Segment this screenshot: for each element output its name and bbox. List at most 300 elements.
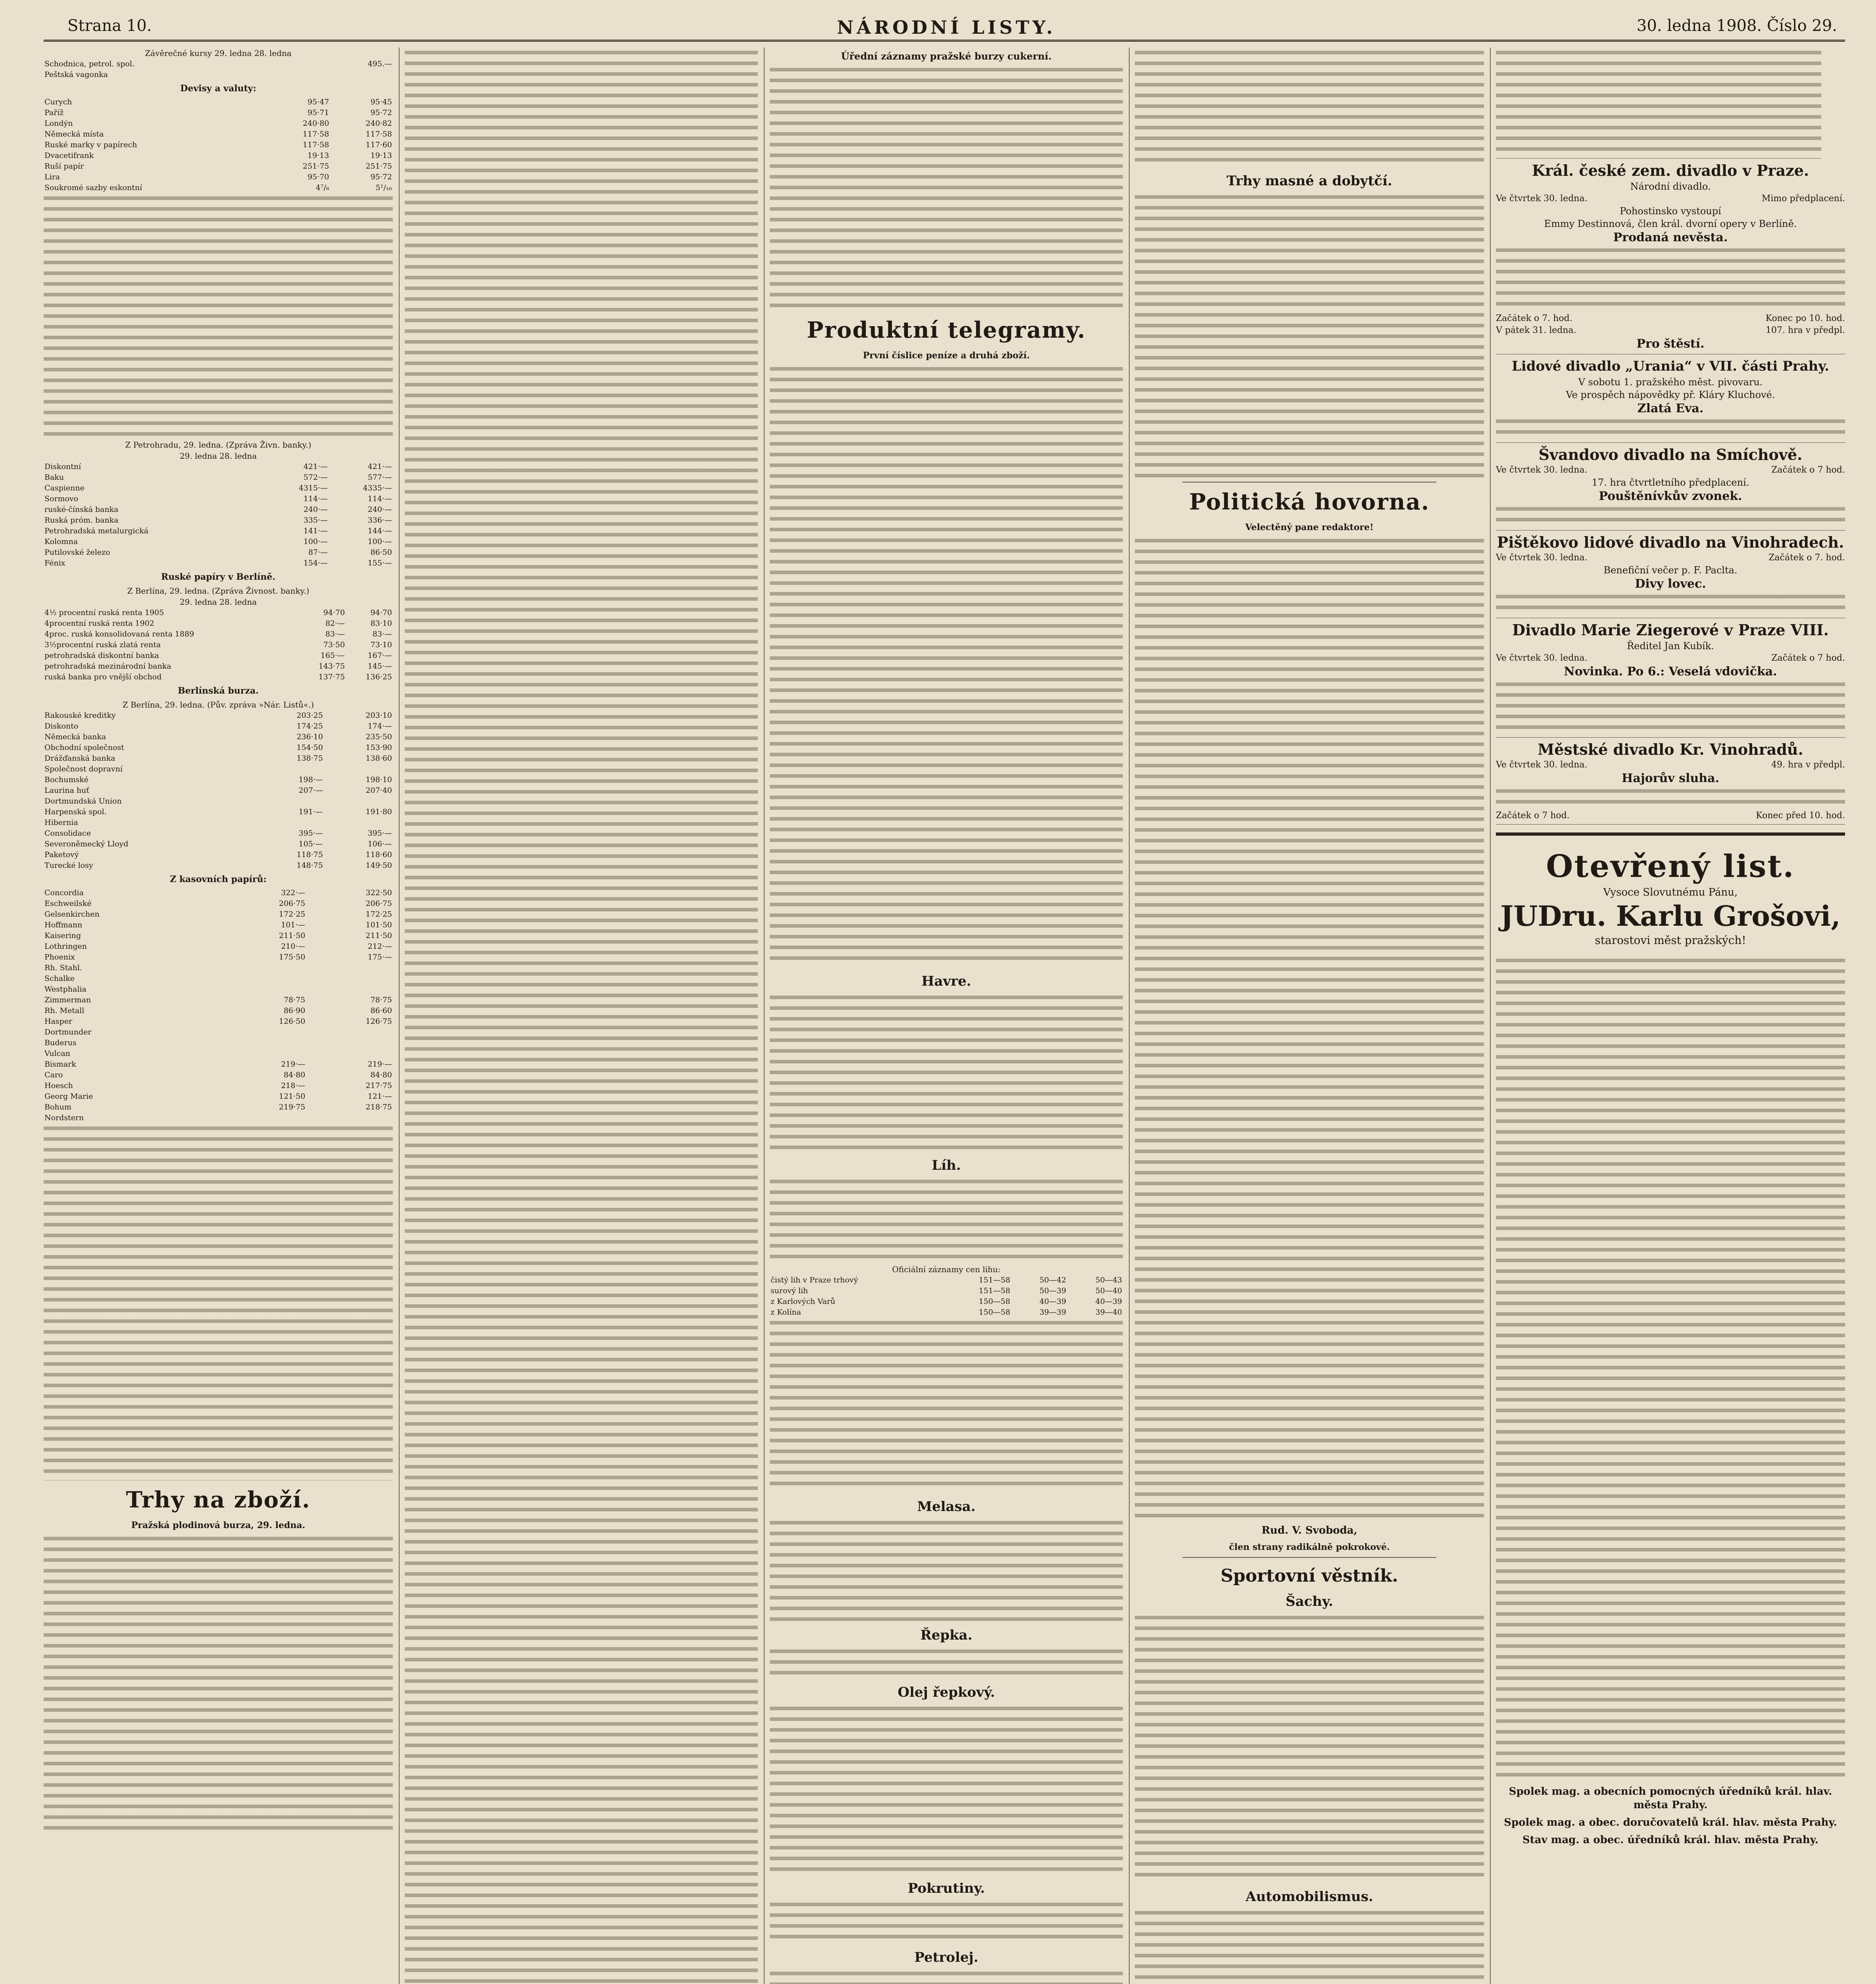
berlin-bourse-title: Berlínská burza.	[178, 686, 259, 696]
signature-3: Stav mag. a obec. úředníků král. hlav. města Prahy.	[1522, 1834, 1818, 1846]
column-divider	[764, 48, 765, 1984]
newspaper-page	[44, 16, 1845, 1984]
row-value: 141·—	[303, 527, 328, 535]
produce-telegrams-title: Produktní telegramy.	[807, 317, 1086, 343]
table-row	[44, 650, 393, 661]
row-label: Ruší papír	[44, 162, 84, 171]
row-label: petrohradská mezinárodní banka	[44, 662, 171, 671]
row-value: 39—39	[1039, 1308, 1067, 1317]
row-label: Drážďanská banka	[44, 754, 115, 763]
produce-telegrams-text	[770, 364, 1123, 967]
row-value: 174·—	[367, 722, 392, 731]
row-value: 211·50	[279, 931, 306, 940]
row-label: Diskontní	[44, 462, 81, 471]
row-value: 86·50	[370, 548, 392, 557]
row-value: 322·—	[281, 888, 306, 897]
table-row	[44, 108, 393, 118]
row-value: 151—58	[978, 1276, 1011, 1284]
row-label: 3½procentní ruská zlatá renta	[44, 640, 161, 649]
row-value: 4315·—	[298, 484, 328, 492]
chess-text	[1135, 1613, 1484, 1882]
column-divider	[1490, 48, 1491, 1984]
table-row	[44, 909, 393, 920]
sports-bulletin-title: Sportovní věstník.	[1221, 1566, 1398, 1586]
row-value: 211·50	[365, 931, 392, 940]
livestock-intro-text	[1135, 48, 1484, 167]
issue-date: 30. ledna 1908. Číslo 29.	[1636, 17, 1837, 35]
row-label: Caspienne	[44, 484, 85, 492]
row-value: 100·—	[303, 537, 328, 546]
row-value	[255, 764, 324, 775]
row-label: Westphalia	[44, 985, 86, 994]
row-value: 73·10	[370, 640, 392, 649]
table-row	[44, 183, 393, 193]
row-label: ruské-čínská banka	[44, 505, 119, 514]
row-value	[219, 963, 306, 973]
column-theatre	[1496, 48, 1845, 1984]
row-label: Rh. Metall	[44, 1006, 85, 1015]
row-label: Lothringen	[44, 942, 87, 951]
nd-note: Mimo předplacení.	[1761, 194, 1845, 204]
paper-title: Z kasovních papírů:	[170, 874, 267, 884]
nd-guest-name: Emmy Destinnová, člen král. dvorní opery v Berlíně.	[1544, 218, 1797, 229]
urania-title: Lidové divadlo „Urania“ v VII. části Prahy.	[1511, 358, 1830, 374]
row-label: surový lih	[771, 1286, 808, 1295]
rapeseed-oil-title: Olej řepkový.	[898, 1684, 995, 1700]
nd-friday-play: Pro štěstí.	[1636, 337, 1705, 351]
smichov-listing	[1496, 443, 1845, 531]
row-value: 126·75	[365, 1017, 392, 1026]
row-value: 219·—	[281, 1060, 306, 1069]
row-value: 19·13	[370, 151, 392, 160]
row-label: Dvacetifrank	[44, 151, 94, 160]
row-value: 83·—	[325, 630, 345, 638]
vinohrady-play: Hajorův sluha.	[1622, 771, 1719, 785]
table-row	[44, 140, 393, 150]
vinohrady-note: 49. hra v předpl.	[1771, 760, 1845, 770]
masthead	[44, 16, 1845, 42]
rapeseed-oil-text	[770, 1703, 1123, 1874]
rapeseed-title: Řepka.	[920, 1627, 973, 1643]
row-label: Putilovské železo	[44, 548, 110, 557]
row-label: Nordstern	[44, 1113, 84, 1122]
havre-text	[770, 992, 1123, 1151]
row-label: Petrohradská metalurgická	[44, 527, 149, 535]
urania-cast-text	[1496, 416, 1845, 440]
petroleum-title: Petrolej.	[914, 1949, 978, 1965]
row-label: Georg Marie	[44, 1092, 93, 1101]
sugar-bourse-text	[770, 65, 1123, 311]
row-label: Baku	[44, 473, 64, 482]
row-value: 240·82	[365, 119, 392, 128]
row-value: 83·10	[370, 619, 392, 628]
row-value: 240·—	[303, 505, 328, 514]
nd-start: Začátek o 7. hod.	[1496, 313, 1572, 323]
row-value: 87·—	[308, 548, 328, 557]
row-label: Fénix	[44, 559, 65, 567]
table-row	[44, 1048, 393, 1059]
row-value: 105·—	[298, 840, 323, 848]
vinohrady-cast-text	[1496, 786, 1845, 810]
row-value: 144·—	[367, 527, 392, 535]
vinohrady-end: Konec před 10. hod.	[1756, 811, 1845, 821]
row-value	[306, 1038, 393, 1048]
row-value: 154·—	[303, 559, 328, 567]
row-label: Phoenix	[44, 953, 75, 961]
row-value: 322·50	[365, 888, 392, 897]
row-value: 50—39	[1039, 1286, 1067, 1295]
row-value: 219·—	[367, 1060, 392, 1069]
column-produce-telegrams	[770, 48, 1123, 1984]
row-value	[312, 59, 317, 69]
urania-line2: Ve prospěch nápovědky př. Kláry Kluchové.	[1566, 389, 1775, 400]
row-label: Paříž	[44, 108, 64, 117]
berlin-papers-table	[44, 608, 393, 682]
nd-end: Konec po 10. hod.	[1765, 313, 1845, 323]
table-row	[44, 118, 393, 129]
table-row	[44, 672, 393, 682]
row-value: 198·10	[365, 775, 392, 784]
table-row	[44, 898, 393, 909]
table-row	[44, 775, 393, 785]
row-value	[219, 1038, 306, 1048]
table-row	[44, 1038, 393, 1048]
row-value: 206·75	[365, 899, 392, 908]
row-value: 50—42	[1039, 1276, 1067, 1284]
spirit-table-title: Oficiální záznamy cen lihu:	[892, 1265, 1001, 1274]
table-row	[44, 941, 393, 952]
goods-market-text	[44, 1534, 393, 1835]
table-row	[44, 839, 393, 850]
row-label: Paketový	[44, 850, 79, 859]
table-row	[44, 721, 393, 732]
row-value: 217·75	[365, 1081, 392, 1090]
spirit-text	[770, 1177, 1123, 1264]
row-value: 143·75	[318, 662, 345, 671]
vinohrady-title: Městské divadlo Kr. Vinohradů.	[1538, 740, 1803, 758]
row-value: 155·—	[367, 559, 392, 567]
market-report-text	[44, 193, 393, 439]
urania-play: Zlatá Eva.	[1637, 402, 1704, 415]
row-value	[306, 973, 393, 984]
table-row	[44, 69, 393, 80]
row-value: 95·47	[308, 98, 329, 106]
pistek-cast-text	[1496, 592, 1845, 615]
ziegerova-date: Ve čtvrtek 30. ledna.	[1496, 653, 1588, 663]
market-reports-text	[405, 48, 758, 1984]
row-value: 210·—	[281, 942, 306, 951]
row-label: Hasper	[44, 1017, 73, 1026]
row-value: 219·75	[279, 1103, 306, 1111]
pistek-start: Začátek o 7. hod.	[1768, 553, 1845, 563]
row-value: 78·75	[283, 996, 306, 1004]
table-row	[44, 888, 393, 898]
row-value: 95·45	[370, 98, 392, 106]
table-row	[44, 150, 393, 161]
table-row	[44, 483, 393, 494]
row-value	[219, 973, 306, 984]
row-value	[312, 69, 317, 80]
table-row	[44, 172, 393, 183]
column-politics-sport	[1135, 48, 1484, 1984]
row-value: 86·90	[283, 1006, 306, 1015]
column-market-reports	[405, 48, 758, 1984]
theatre-title: Král. české zem. divadlo v Praze.	[1532, 161, 1809, 179]
nd-play: Prodaná nevěsta.	[1613, 231, 1728, 244]
table-row	[44, 59, 393, 69]
row-label: Severoněmecký Lloyd	[44, 840, 129, 848]
row-value	[324, 817, 393, 828]
row-value: 145·—	[367, 662, 392, 671]
row-label: Německá místa	[44, 130, 104, 138]
row-value: 236·10	[296, 732, 323, 741]
row-value: 421·—	[303, 462, 328, 471]
section-divider	[1182, 1557, 1436, 1558]
political-forum-greeting: Velectěný pane redaktore!	[1245, 522, 1374, 533]
national-theatre-listing	[1496, 159, 1845, 354]
table-row	[44, 1059, 393, 1070]
berlin-bourse-table	[44, 710, 393, 871]
urania-listing	[1496, 354, 1845, 443]
row-value: 101·50	[365, 921, 392, 929]
table-row	[44, 161, 393, 172]
row-value: 95·71	[308, 108, 329, 117]
row-value: 95·72	[370, 108, 392, 117]
open-letter-addressee: JUDru. Karlu Grošovi,	[1500, 900, 1841, 932]
row-value: 240·80	[302, 119, 329, 128]
row-value: 198·—	[298, 775, 323, 784]
exchange-report-text	[44, 1123, 393, 1480]
nd-date: Ve čtvrtek 30. ledna.	[1496, 194, 1588, 204]
smichov-start: Začátek o 7 hod.	[1771, 465, 1845, 475]
row-value	[306, 984, 393, 995]
row-value: 84·80	[370, 1071, 392, 1079]
table-row	[44, 785, 393, 796]
pistek-date: Ve čtvrtek 30. ledna.	[1496, 553, 1588, 563]
row-label: Caro	[44, 1071, 63, 1079]
pistek-note: Benefiční večer p. F. Paclta.	[1603, 565, 1738, 576]
row-value: 101·—	[281, 921, 306, 929]
vinohrady-date: Ve čtvrtek 30. ledna.	[1496, 760, 1588, 770]
table-row	[770, 1296, 1123, 1307]
row-value: 336·—	[367, 516, 392, 525]
spirit-report-text	[770, 1318, 1123, 1492]
row-value: 83·—	[372, 630, 392, 638]
section-divider	[1182, 482, 1436, 483]
table-row	[44, 618, 393, 629]
table-row	[44, 764, 393, 775]
row-value: 175·—	[367, 953, 392, 961]
goods-market-title: Trhy na zboží.	[126, 1487, 311, 1513]
row-value: 167·—	[367, 651, 392, 660]
row-value	[324, 796, 393, 807]
table-row	[44, 536, 393, 547]
table-row	[44, 1070, 393, 1080]
row-label: Obchodní společnost	[44, 743, 124, 752]
table-row	[44, 504, 393, 515]
row-value: 117·60	[365, 140, 392, 149]
chess-results-text	[1496, 48, 1821, 159]
row-label: Rakouské kreditky	[44, 711, 116, 720]
petrohrad-header: 29. ledna 28. ledna	[179, 451, 257, 461]
row-value: 117·58	[365, 130, 392, 138]
table-row	[44, 494, 393, 504]
ziegerova-cast-text	[1496, 679, 1845, 735]
table-row	[44, 629, 393, 640]
row-label: Peštská vagonka	[44, 70, 108, 79]
row-label: čistý lih v Praze trhový	[771, 1276, 858, 1284]
row-value: 121·—	[367, 1092, 392, 1101]
nd-cast-text	[1496, 245, 1845, 313]
row-label: Vulcan	[44, 1049, 71, 1058]
table-row	[44, 640, 393, 650]
table-row	[44, 1080, 393, 1091]
row-value: 100·—	[367, 537, 392, 546]
row-value: 50—40	[1095, 1286, 1122, 1295]
row-label: Hoesch	[44, 1081, 73, 1090]
livestock-market-title: Trhy masné a dobytčí.	[1226, 173, 1392, 189]
petroleum-text	[770, 1969, 1123, 1984]
table-row	[44, 1005, 393, 1016]
row-label: Curych	[44, 98, 72, 106]
row-value	[324, 764, 393, 775]
row-label: Kaisering	[44, 931, 81, 940]
row-label: Dortmundská Union	[44, 797, 122, 806]
table-row	[770, 1286, 1123, 1296]
nd-friday: V pátek 31. ledna.	[1496, 325, 1576, 335]
table-row	[44, 472, 393, 483]
petrohrad-table	[44, 461, 393, 569]
berlin-papers-title: Ruské papíry v Berlíně.	[161, 572, 275, 582]
smichov-play: Pouštěnívkův zvonek.	[1599, 489, 1742, 503]
row-value: 154·50	[296, 743, 323, 752]
row-label: Schodnica, petrol. spol.	[44, 60, 135, 68]
row-value	[306, 1027, 393, 1038]
row-value: 121·50	[279, 1092, 306, 1101]
row-value: 577·—	[367, 473, 392, 482]
row-value: 149·50	[365, 861, 392, 870]
row-value: 207·40	[365, 786, 392, 795]
row-label: Dortmunder	[44, 1028, 92, 1036]
row-label: Ruská próm. banka	[44, 516, 119, 525]
row-label: 4½ procentní ruská renta 1905	[44, 608, 164, 617]
quotes-header: Závěrečné kursy 29. ledna 28. ledna	[145, 48, 292, 58]
row-label: Společnost dopravní	[44, 765, 123, 773]
livestock-market-text	[1135, 192, 1484, 478]
vinohrady-listing	[1496, 738, 1845, 825]
open-letter-text	[1496, 955, 1845, 1781]
goods-market-subtitle: Pražská plodinová burza, 29. ledna.	[131, 1520, 306, 1530]
row-label: 4proc. ruská konsolidovaná renta 1889	[44, 630, 194, 638]
spirit-table	[770, 1275, 1123, 1318]
table-row	[44, 1113, 393, 1123]
row-value: 240·—	[367, 505, 392, 514]
row-value: 94·70	[370, 608, 392, 617]
page-number: Strana 10.	[67, 17, 152, 35]
row-value: 218·—	[281, 1081, 306, 1090]
row-value: 117·58	[302, 140, 329, 149]
row-value: 218·75	[365, 1103, 392, 1111]
pistek-title: Pištěkovo lidové divadlo na Vinohradech.	[1497, 533, 1844, 551]
row-value: 191·80	[365, 807, 392, 816]
table-row	[44, 828, 393, 839]
row-value: 138·75	[296, 754, 323, 763]
row-label: Hibernia	[44, 818, 78, 827]
cash-papers-table	[44, 888, 393, 1123]
row-value	[306, 1048, 393, 1059]
newspaper-title: NÁRODNÍ LISTY.	[837, 17, 1056, 38]
table-row	[44, 984, 393, 995]
row-label: Diskonto	[44, 722, 79, 731]
signature-2: Spolek mag. a obec. doručovatelů král. hlav. města Prahy.	[1504, 1817, 1837, 1828]
row-value	[219, 1113, 306, 1123]
sugar-bourse-headline: Úřední záznamy pražské burzy cukerní.	[841, 50, 1052, 62]
table-row	[44, 1091, 393, 1102]
row-value: 40—39	[1039, 1297, 1067, 1306]
open-letter-title: Otevřený list.	[1546, 848, 1795, 884]
ziegerova-start: Začátek o 7 hod.	[1771, 653, 1845, 663]
row-value: 106·—	[367, 840, 392, 848]
molasses-title: Melasa.	[917, 1499, 976, 1515]
table-row	[44, 742, 393, 753]
ziegerova-director: Ředitel Jan Kubík.	[1627, 640, 1714, 652]
signature-role: člen strany radikálně pokrokové.	[1229, 1542, 1390, 1552]
table-row	[44, 817, 393, 828]
row-value: 206·75	[279, 899, 306, 908]
row-value: 395·—	[367, 829, 392, 838]
row-label: 4procentní ruská renta 1902	[44, 619, 154, 628]
table-row	[44, 129, 393, 140]
row-value: 4⁷/₈	[315, 183, 329, 192]
row-label: Bismark	[44, 1060, 76, 1069]
berlin-bourse-header: Z Berlína, 29. ledna. (Pův. zpráva »Nár. Listů«.)	[122, 700, 314, 709]
row-value	[317, 69, 393, 80]
row-value: 148·75	[296, 861, 323, 870]
row-value: 335·—	[303, 516, 328, 525]
smichov-title: Švandovo divadlo na Smíchově.	[1538, 446, 1803, 463]
row-value: 572·—	[303, 473, 328, 482]
row-value: 40—39	[1095, 1297, 1122, 1306]
table-row	[44, 930, 393, 941]
motoring-title: Automobilismus.	[1246, 1889, 1373, 1905]
row-value: 118·60	[365, 850, 392, 859]
row-value: 165·—	[320, 651, 345, 660]
row-label: z Kolína	[771, 1308, 801, 1317]
row-value: 95·70	[308, 173, 329, 181]
quotes-table	[44, 59, 393, 80]
row-value: 19·13	[308, 151, 329, 160]
row-value	[255, 796, 324, 807]
row-label: Eschweilské	[44, 899, 92, 908]
table-row	[44, 952, 393, 963]
ziegerova-title: Divadlo Marie Ziegerové v Praze VIII.	[1512, 621, 1829, 639]
row-value: 114·—	[303, 494, 328, 503]
vinohrady-start: Začátek o 7 hod.	[1496, 811, 1570, 821]
row-value: 73·50	[323, 640, 345, 649]
signature-1: Spolek mag. a obecních pomocných úředníků král. hlav. města Prahy.	[1509, 1786, 1832, 1811]
table-row	[44, 860, 393, 871]
table-row	[44, 710, 393, 721]
row-label: Kolomna	[44, 537, 78, 546]
row-label: Buderus	[44, 1038, 77, 1047]
row-label: Hoffmann	[44, 921, 83, 929]
row-label: Londýn	[44, 119, 73, 128]
row-value: 207·—	[298, 786, 323, 795]
table-row	[44, 1027, 393, 1038]
table-row	[44, 753, 393, 764]
row-value: 191·—	[298, 807, 323, 816]
urania-line1: V sobotu 1. pražského měst. pivovaru.	[1578, 377, 1763, 388]
